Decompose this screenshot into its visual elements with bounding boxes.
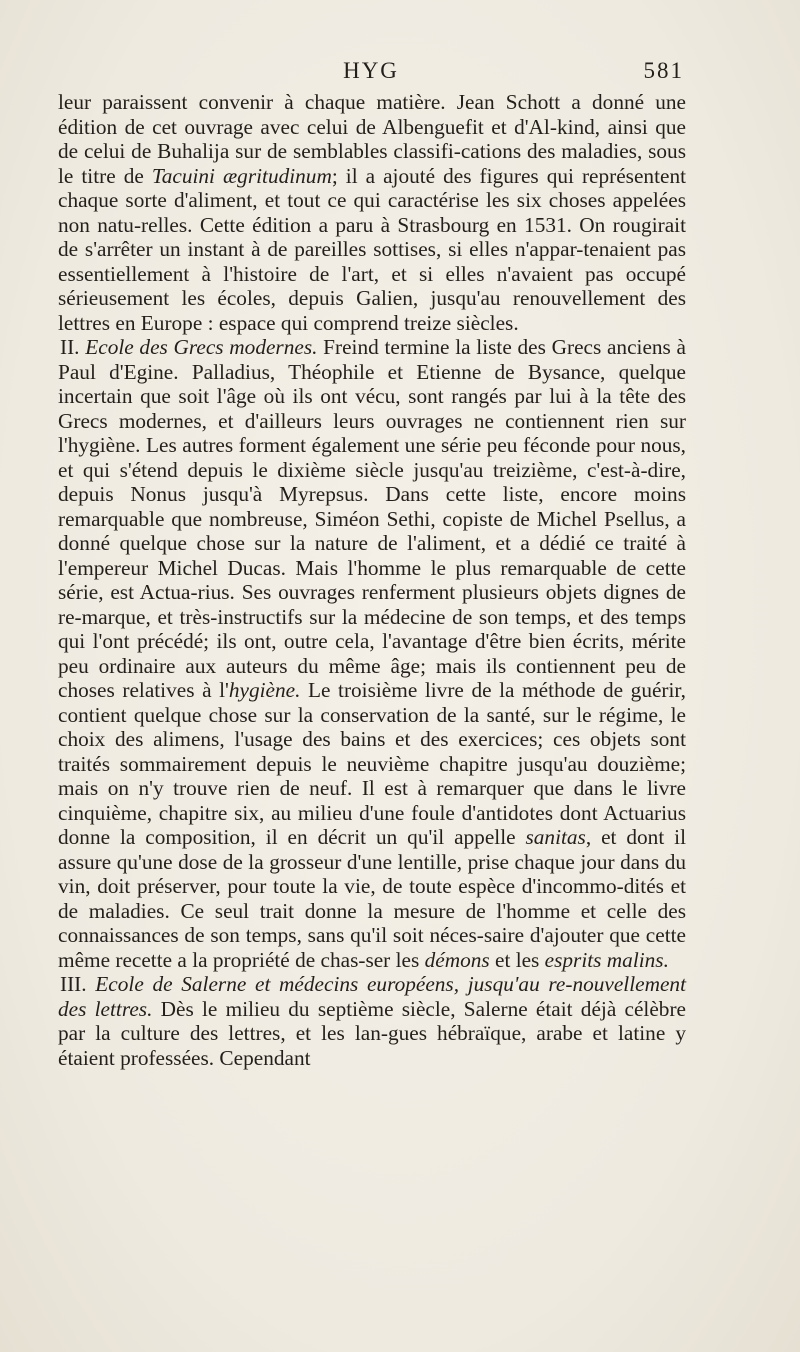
paragraph-2 [58, 335, 686, 972]
italic-sanitas: sanitas [525, 825, 586, 849]
page-header [58, 58, 684, 88]
section-numeral-iii: III. [60, 972, 96, 996]
paragraph-2-body-c: , et dont il assure qu'une dose de la grosseur d'une lentille, prise chaque jour dans du vin, doit préserver, pour toute la vie, de toute espèce d'incommo-dités et de maladies. Ce seul trait donne la mesure de l'homme et celle des connaissances de son temps, sans qu'il soit néces-saire d'ajouter que cette même recette a la propriété de chas-ser les [58, 825, 686, 972]
body-text [58, 90, 686, 1070]
paragraph-1 [58, 90, 686, 335]
paragraph-3 [58, 972, 686, 1070]
paragraph-1-intro: leur paraissent convenir à chaque matière. Jean Schott a donné une édition de cet ouvrage avec celui de Albenguefit et d'Al-kind, ainsi que de celui de Buhalija sur de semblables classifi-cations des maladies, sous le titre de [58, 90, 686, 188]
paragraph-2-body-b: Le troisième livre de la méthode de guérir, contient quelque chose sur la conservation de la santé, sur le régime, le choix des alimens, l'usage des bains et des exercices; ces objets sont traités sommairement depuis le neuvième chapitre jusqu'au douzième; mais on n'y trouve rien de neuf. Il est à remarquer que dans le livre cinquième, chapitre six, au milieu d'une foule d'antidotes dont Actuarius donne la composition, il en décrit un qu'il appelle [58, 678, 686, 849]
paragraph-1-body: ; il a ajouté des figures qui représentent chaque sorte d'aliment, et tout ce qui caractérise les six choses appelées non natu-relles. Cette édition a paru à Strasbourg en 1531. On rougirait de s'arrêter un instant à de pareilles sottises, si elles n'appar-tenaient pas essentiellement à l'histoire de l'art, et si elles n'avaient pas occupé sérieusement les écoles, depuis Galien, jusqu'au renouvellement des lettres en Europe : espace qui comprend treize siècles. [58, 163, 687, 335]
section-heading-iii: Ecole de Salerne et médecins européens, jusqu'au re-nouvellement des lettres. [58, 972, 686, 1021]
paragraph-2-body-d: et les [489, 947, 545, 972]
page-number: 581 [643, 58, 684, 83]
running-head: HYG [343, 58, 399, 83]
tacuini-title: Tacuini ægritudinum [151, 163, 332, 188]
paragraph-2-body-a: Freind termine la liste des Grecs anciens à Paul d'Egine. Palladius, Théophile et Etienne de Bysance, quelque incertain que soit l'âge où ils ont vécu, sont rangés par lui à la tête des Grecs modernes, et d'ailleurs leurs ouvrages ne contiennent rien sur l'hygiène. Les autres forment également une série peu féconde pour nous, et qui s'étend depuis le dixième siècle jusqu'au treizième, c'est-à-dire, depuis Nonus jusqu'à Myrepsus. Dans cette liste, encore moins remarquable que nombreuse, Siméon Sethi, copiste de Michel Psellus, a donné quelque chose sur la nature de l'aliment, et a dédié ce traité à l'empereur Michel Ducas. Mais l'homme le plus remarquable de cette série, est Actua-rius. Ses ouvrages renferment plusieurs objets dignes de re-marque, et très-instructifs sur la médecine de son temps, et des temps qui l'ont précédé; ils ont, outre cela, l'avantage d'être bien écrits, mérite peu ordinaire aux auteurs du même âge; mais ils contiennent peu de choses relatives à l' [58, 335, 686, 702]
italic-esprits-malins: esprits malins. [544, 947, 669, 972]
section-numeral-ii: II. [60, 335, 86, 359]
italic-hygiene: hygiène. [228, 678, 301, 702]
paragraph-3-body: Dès le milieu du septième siècle, Salerne était déjà célèbre par la culture des lettres, et les lan-gues hébraïque, arabe et latine y étaient professées. Cependant [58, 996, 686, 1070]
section-heading-ii: Ecole des Grecs modernes. [85, 335, 318, 359]
italic-demons: démons [424, 947, 490, 972]
